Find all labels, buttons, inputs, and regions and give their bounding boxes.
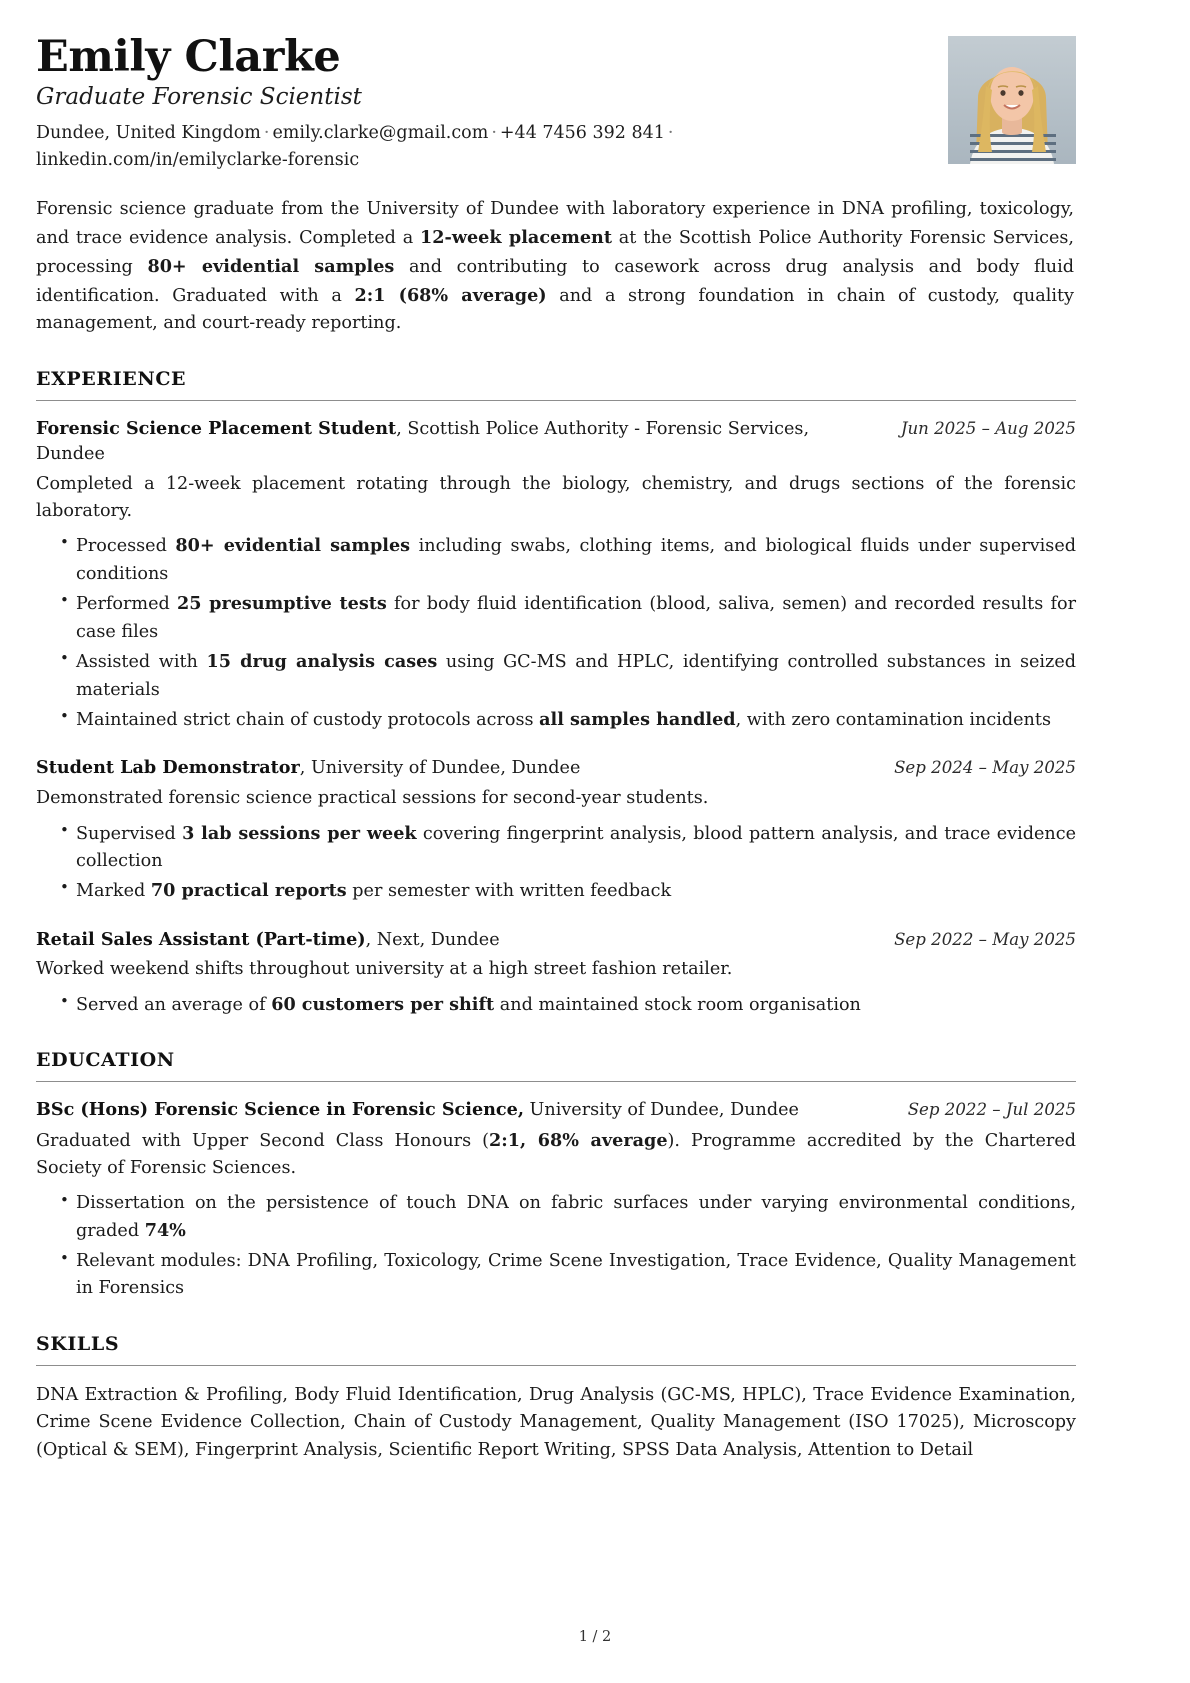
- contact-linkedin[interactable]: linkedin.com/in/emilyclarke-forensic: [36, 150, 360, 171]
- contact-line: [36, 120, 916, 174]
- contact-separator-2: ·: [491, 123, 497, 144]
- emphasis-text: 12-week placement: [420, 227, 612, 249]
- list-item: • Dissertation on the persistence of touch DNA on fabric surfaces under varying environmental conditions, graded 74%: [60, 1190, 1076, 1246]
- entry-description: Demonstrated forensic science practical sessions for second-year students.: [36, 788, 709, 809]
- entry-organisation: University of Dundee, Dundee: [523, 1100, 799, 1121]
- entry-bullet-list: [36, 991, 1076, 1019]
- entry-description: Completed a 12-week placement rotating through the biology, chemistry, and drugs sections of the forensic laboratory.: [36, 473, 1076, 521]
- entry-heading: [36, 756, 876, 781]
- section-title-skills: SKILLS: [36, 1332, 120, 1355]
- contact-email[interactable]: emily.clarke@gmail.com: [272, 123, 489, 144]
- emphasis-text: 70 practical reports: [150, 880, 347, 902]
- entry-date-range: Sep 2022 – May 2025: [894, 929, 1076, 949]
- contact-separator-1: ·: [263, 123, 270, 144]
- emphasis-text: 80+ evidential samples: [147, 255, 395, 277]
- page-footer: 1 / 2: [578, 1629, 612, 1645]
- entry-bullet-list: [36, 532, 1076, 734]
- portrait-photo-icon: [948, 36, 1076, 164]
- section-skills: [36, 1333, 1076, 1465]
- emphasis-text: 15 drug analysis cases: [206, 651, 438, 673]
- entry-role: BSc (Hons) Forensic Science in Forensic Science,: [36, 1099, 524, 1121]
- entry-heading: [36, 417, 883, 466]
- list-item: • Relevant modules: DNA Profiling, Toxicology, Crime Scene Investigation, Trace Evidence, Quality Management in Forensics: [60, 1248, 1076, 1303]
- list-item: • Maintained strict chain of custody protocols across all samples handled, with zero contamination incidents: [60, 706, 1076, 734]
- emphasis-text: 74%: [144, 1220, 186, 1242]
- entry-date-range: Sep 2022 – Jul 2025: [907, 1100, 1076, 1120]
- entry-header: [36, 756, 1076, 781]
- entry-header: [36, 928, 1076, 953]
- emphasis-text: 2:1, 68% average: [489, 1129, 668, 1151]
- entry-bullet-list: [36, 820, 1076, 906]
- entry-date-range: Jun 2025 – Aug 2025: [900, 419, 1076, 439]
- skills-list: DNA Extraction & Profiling, Body Fluid Identification, Drug Analysis (GC-MS, HPLC), Trace Evidence Examination, Crime Scene Evidence Collection, Chain of Custody Management, Quality Management (ISO 17025), Microscopy (Optical & SEM), Fingerprint Analysis, Scientific Report Writing, SPSS Data Analysis, Attention to Detail: [36, 1384, 1076, 1461]
- list-item: • Supervised 3 lab sessions per week covering fingerprint analysis, blood pattern analysis, and trace evidence collection: [60, 820, 1076, 876]
- entry-date-range: Sep 2024 – May 2025: [894, 758, 1076, 778]
- section-title-experience: EXPERIENCE: [36, 368, 187, 391]
- entry-organisation: , University of Dundee, Dundee: [299, 758, 581, 779]
- list-item: • Served an average of 60 customers per shift and maintained stock room organisation: [60, 991, 1076, 1019]
- entry-role: Student Lab Demonstrator: [36, 757, 300, 779]
- emphasis-text: all samples handled: [539, 709, 736, 731]
- contact-location: Dundee, United Kingdom: [36, 123, 261, 144]
- section-experience: [36, 368, 1076, 1019]
- entry-header: [36, 1098, 1076, 1123]
- entry-role: Retail Sales Assistant (Part-time): [36, 928, 366, 950]
- section-divider-skills: [36, 1365, 1076, 1366]
- entry-organisation: , Scottish Police Authority - Forensic Services, Dundee: [36, 419, 810, 464]
- resume-header: [36, 34, 1076, 174]
- entry-header: [36, 417, 1076, 466]
- page-title: Emily Clarke: [36, 32, 341, 82]
- entry-heading: [36, 928, 876, 953]
- entry-heading: [36, 1098, 890, 1123]
- emphasis-text: 2:1 (68% average): [354, 284, 547, 306]
- entry: [36, 1098, 1076, 1302]
- emphasis-text: 60 customers per shift: [271, 993, 495, 1015]
- job-title-subheading: Graduate Forensic Scientist: [36, 84, 362, 111]
- entry-bullet-list: [36, 1190, 1076, 1303]
- emphasis-text: 3 lab sessions per week: [182, 822, 417, 844]
- section-divider-education: [36, 1081, 1076, 1082]
- list-item: • Processed 80+ evidential samples including swabs, clothing items, and biological fluids under supervised conditions: [60, 532, 1076, 588]
- section-education: [36, 1049, 1076, 1302]
- entry-organisation: , Next, Dundee: [365, 929, 500, 950]
- list-item: • Marked 70 practical reports per semester with written feedback: [60, 877, 1076, 905]
- contact-phone[interactable]: +44 7456 392 841: [499, 123, 665, 144]
- contact-separator-3: ·: [667, 123, 674, 144]
- list-item: • Performed 25 presumptive tests for body fluid identification (blood, saliva, semen) and recorded results for case files: [60, 590, 1076, 646]
- section-divider-experience: [36, 400, 1076, 401]
- resume-sections: [36, 368, 1076, 1302]
- list-item: • Assisted with 15 drug analysis cases using GC-MS and HPLC, identifying controlled substances in seized materials: [60, 648, 1076, 704]
- entry-description: Graduated with Upper Second Class Honours (2:1, 68% average). Programme accredited by the Chartered Society of Forensic Sciences.: [36, 1129, 1076, 1179]
- entry-role: Forensic Science Placement Student: [36, 418, 397, 440]
- entry-description: Worked weekend shifts throughout university at a high street fashion retailer.: [36, 959, 733, 980]
- entry: [36, 928, 1076, 1020]
- entry: [36, 756, 1076, 905]
- summary-paragraph: Forensic science graduate from the University of Dundee with laboratory experience in DNA profiling, toxicology, and trace evidence analysis. Completed a 12-week placement at the Scottish Police Authority Forensic Services, processing 80+ evidential samples and contributing to casework across drug analysis and body fluid identification. Graduated with a 2:1 (68% average) and a strong foundation in chain of custody, quality management, and court-ready reporting.: [36, 199, 1075, 334]
- avatar: [948, 36, 1076, 164]
- section-title-education: EDUCATION: [36, 1049, 175, 1072]
- entry: [36, 417, 1076, 734]
- emphasis-text: 80+ evidential samples: [175, 535, 411, 557]
- emphasis-text: 25 presumptive tests: [176, 593, 387, 615]
